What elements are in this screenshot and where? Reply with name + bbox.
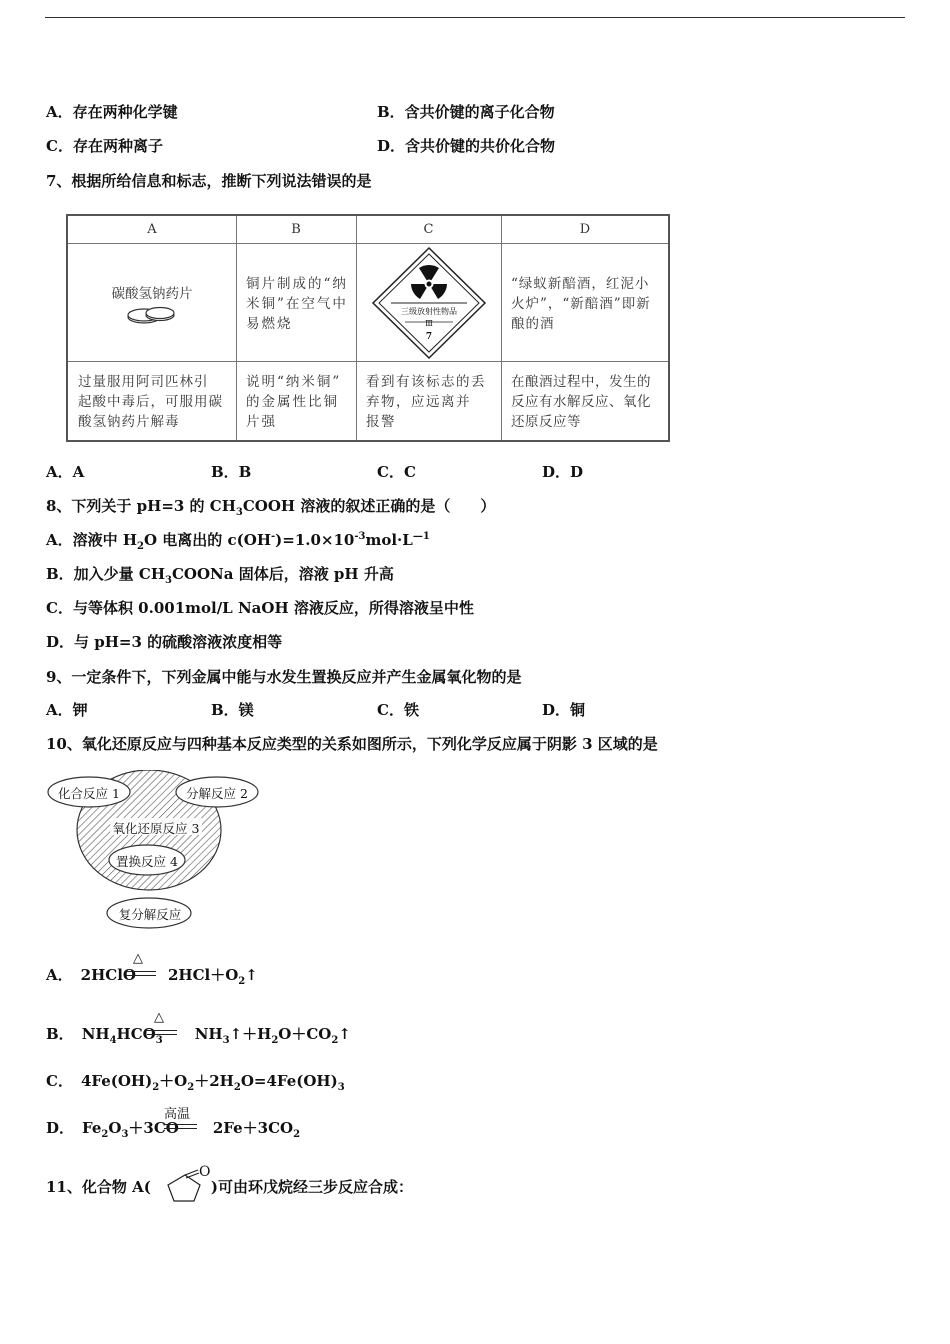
- q7-r2d-line1: 在酿酒过程中，发生的: [511, 374, 651, 390]
- q10-a-condition: △: [133, 951, 143, 966]
- q7-header-c: C: [423, 222, 434, 237]
- q11-stem: 11、化合物 A( )可由环戊烷经三步反应合成：: [46, 1178, 413, 1196]
- q7-option-c: C．C: [377, 463, 416, 481]
- q7-r2d-line3: 还原反应等: [511, 414, 581, 430]
- label-decomposition: 分解反应 2: [186, 786, 248, 801]
- q7-r2b-line3: 片强: [246, 414, 277, 430]
- q10-option-a: A． 2HClO $2HCl+O_2↑$: [46, 966, 258, 987]
- q7-r2a-line3: 酸氢钠药片解毒: [78, 414, 180, 430]
- q7-c-sign-number: 7: [425, 332, 433, 342]
- q6-option-a: A．存在两种化学键: [46, 103, 178, 121]
- q7-d-line1: “绿蚁新醅酒，红泥小: [511, 276, 650, 292]
- q7-option-d: D．D: [542, 463, 584, 481]
- label-displacement: 置换反应 4: [116, 854, 178, 869]
- q7-r2b-line1: 说明“纳米铜”: [246, 374, 342, 390]
- q8-option-a: A．溶液中 $H_2O$ 电离出的 $c(OH^-)=1.0\times 10^{-3}mol\cdot L^{—1}$: [46, 531, 430, 552]
- q7-b-line1: 铜片制成的“纳: [246, 276, 348, 292]
- q7-a-pill-label: 碳酸氢钠药片: [111, 286, 193, 302]
- q7-d-line3: 酿的酒: [511, 316, 555, 332]
- q7-stem: 7、根据所给信息和标志，推断下列说法错误的是: [46, 172, 372, 190]
- q7-c-sign-text: 三级放射性物品: [401, 307, 457, 316]
- label-combination: 化合反应 1: [58, 786, 120, 801]
- radioactive-hazard-sign-icon: [371, 246, 487, 360]
- q10-a-equals: [126, 971, 156, 976]
- q8-option-b: B．加入少量 $CH_3COONa$ 固体后，溶液 pH 升高: [46, 565, 394, 586]
- header-rule: [45, 17, 905, 18]
- q9-option-a: A．钾: [46, 701, 88, 719]
- q7-c-sign-roman: Ⅲ: [425, 319, 433, 328]
- q10-b-equals: [147, 1030, 177, 1035]
- q11-oxygen-atom: O: [199, 1164, 211, 1180]
- q7-d-line2: 火炉”，“新醅酒”即新: [511, 296, 651, 312]
- q7-option-a: A．A: [46, 463, 85, 481]
- q7-header-d: D: [579, 222, 591, 237]
- tablet-pills-icon: [124, 304, 180, 328]
- q10-d-equals: [164, 1124, 197, 1129]
- q9-stem: 9、一定条件下，下列金属中能与水发生置换反应并产生金属氧化物的是: [46, 668, 522, 686]
- q7-r2d-line2: 反应有水解反应、氧化: [511, 394, 651, 410]
- q6-option-b: B．含共价键的离子化合物: [377, 103, 555, 121]
- label-redox: 氧化还原反应 3: [112, 821, 200, 836]
- q10-option-c: C． $4Fe(OH)_2+O_2+2H_2O=4Fe(OH)_3$: [46, 1072, 345, 1093]
- q9-option-c: C．铁: [377, 701, 419, 719]
- q10-stem: 10、氧化还原反应与四种基本反应类型的关系如图所示，下列化学反应属于阴影 3 区域的是: [46, 735, 658, 753]
- q10-option-d: D． $Fe_2O_3+3CO$ $2Fe+3CO_2$: [46, 1119, 301, 1140]
- label-double-displacement: 复分解反应: [118, 907, 182, 922]
- q9-option-b: B．镁: [211, 701, 254, 719]
- q7-option-b: B．B: [211, 463, 252, 481]
- q7-r2b-line2: 的金属性比铜: [246, 394, 339, 410]
- q7-b-line2: 米铜”在空气中: [246, 296, 348, 312]
- q7-r2a-line1: 过量服用阿司匹林引: [78, 374, 209, 390]
- q7-r2a-line2: 起酸中毒后，可服用碳: [78, 394, 223, 410]
- q7-header-b: B: [291, 222, 301, 237]
- q7-r2c-line2: 弃物，应远离并: [366, 394, 471, 410]
- q10-d-condition: 高温: [164, 1107, 191, 1122]
- q6-option-c: C．存在两种离子: [46, 137, 163, 155]
- q9-option-d: D．铜: [542, 701, 586, 719]
- q10-option-b: B． $NH_4HCO_3$ $NH_3↑+H_2O+CO_2↑$: [46, 1025, 351, 1046]
- q8-stem: 8、下列关于 pH=3 的 $CH_3COOH$ 溶液的叙述正确的是（ ）: [46, 497, 496, 518]
- q7-header-a: A: [147, 222, 157, 237]
- q7-r2c-line3: 报警: [366, 414, 396, 430]
- q6-option-d: D．含共价键的共价化合物: [377, 137, 556, 155]
- q10-b-condition: △: [154, 1010, 164, 1025]
- q7-r2c-line1: 看到有该标志的丢: [366, 374, 486, 390]
- q7-b-line3: 易燃烧: [246, 316, 293, 332]
- q8-option-d: D．与 pH=3 的硫酸溶液浓度相等: [46, 633, 283, 651]
- q8-option-c: C．与等体积 0.001mol/L NaOH 溶液反应，所得溶液呈中性: [46, 599, 474, 617]
- q7-table: [66, 214, 670, 442]
